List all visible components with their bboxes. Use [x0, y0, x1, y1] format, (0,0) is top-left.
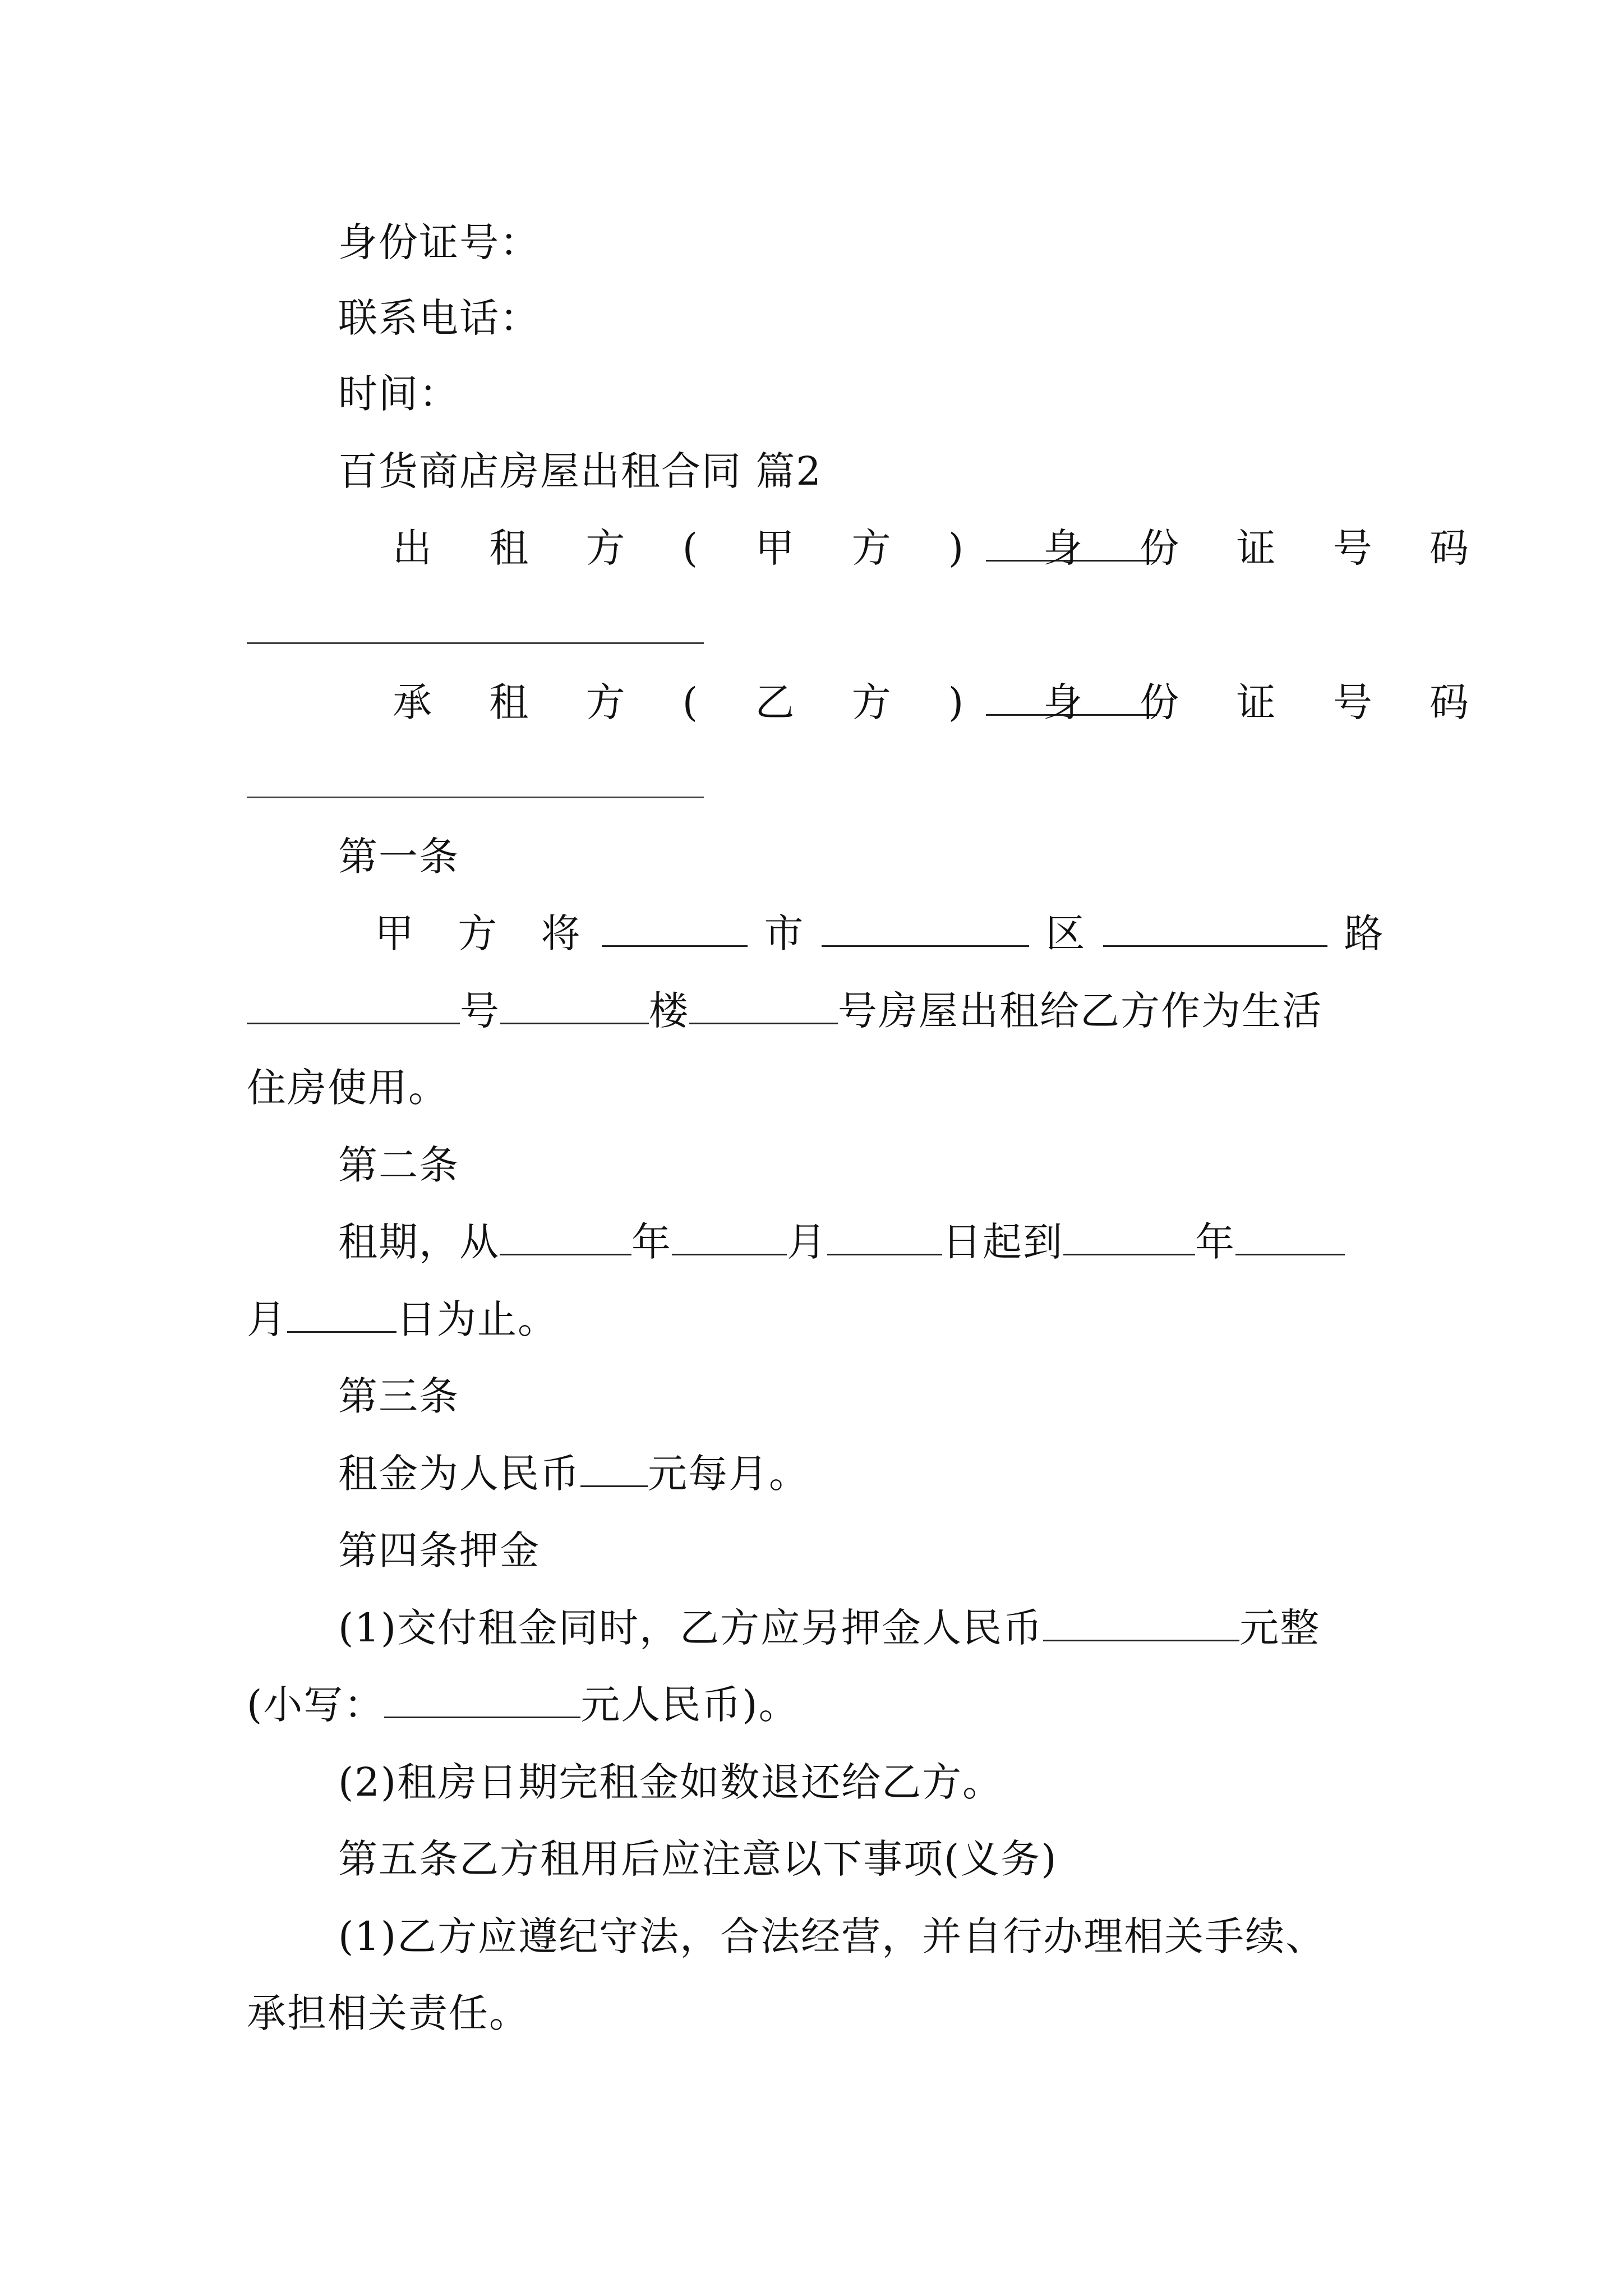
article-1-para-3: 住房使用。 [247, 1065, 449, 1111]
art2-text-until: 日起到 [942, 1219, 1063, 1265]
article-2-para-1 [338, 1218, 1345, 1266]
article-3-para-1 [338, 1450, 809, 1497]
article-5-title: 第五条乙方租用后应注意以下事项(义务) [338, 1836, 1058, 1882]
article-1-para-1 [375, 910, 1385, 957]
art2-text-year-2: 年 [1195, 1219, 1235, 1265]
article-4-para-2 [247, 1681, 799, 1728]
art3-text-monthly: 元每月。 [648, 1451, 809, 1497]
art1-text-number: 号 [460, 988, 500, 1034]
art1-text-district: 区 [1045, 910, 1086, 956]
art4-text-lowercase: (小写： [247, 1682, 385, 1728]
art2-text-from: 租期，从 [338, 1219, 500, 1265]
end-year-blank [1063, 1219, 1195, 1255]
end-month-blank [1235, 1219, 1345, 1255]
deposit-lower-blank [384, 1682, 580, 1718]
lessee-id-label: 身 份 证 号 码 [1043, 679, 1492, 725]
district-blank [822, 910, 1029, 947]
lessee-label: 承 租 方 ( 乙 方 ) [393, 679, 986, 725]
art4-text-rmb: 元人民币)。 [580, 1682, 799, 1728]
room-blank [689, 988, 838, 1024]
article-4-para-1 [338, 1604, 1320, 1651]
id-number-label: 身份证号： [338, 219, 540, 265]
art1-text-road: 路 [1344, 910, 1385, 956]
lessor-id-blank [247, 642, 704, 644]
lessee-line [393, 679, 1157, 726]
lessor-line [393, 524, 1157, 572]
art1-text-rest: 号房屋出租给乙方作为生活 [838, 988, 1322, 1034]
building-blank [500, 988, 649, 1024]
city-blank [602, 910, 748, 947]
art2-text-year: 年 [631, 1219, 672, 1265]
art1-text-city: 市 [764, 910, 805, 956]
article-5-para-1: (1)乙方应遵纪守法，合法经营，并自行办理相关手续、 [338, 1913, 1326, 1959]
start-year-blank [500, 1219, 631, 1255]
start-month-blank [672, 1219, 787, 1255]
art2-text-month: 月 [787, 1219, 827, 1265]
lessor-id-label: 身 份 证 号 码 [1043, 525, 1492, 571]
article-4-para-3: (2)租房日期完租金如数退还给乙方。 [338, 1759, 1003, 1805]
road-blank [1103, 910, 1327, 947]
lessor-label: 出 租 方 ( 甲 方 ) [393, 525, 986, 571]
number-blank [247, 988, 460, 1024]
article-1-title: 第一条 [338, 834, 459, 880]
lessee-id-blank [247, 797, 704, 798]
article-2-title: 第二条 [338, 1142, 459, 1188]
start-day-blank [827, 1219, 942, 1255]
article-3-title: 第三条 [338, 1373, 459, 1419]
art1-text-a: 甲 方 将 [375, 910, 596, 956]
phone-label: 联系电话： [338, 295, 540, 341]
art2-text-month-2: 月 [247, 1296, 287, 1342]
art4-text-yuan: 元整 [1239, 1605, 1321, 1651]
art1-text-building: 楼 [649, 988, 689, 1034]
art2-text-end: 日为止。 [396, 1296, 558, 1342]
article-4-title: 第四条押金 [338, 1527, 540, 1573]
time-label: 时间： [338, 371, 459, 417]
end-day-blank [287, 1296, 396, 1333]
art4-text-deposit: (1)交付租金同时，乙方应另押金人民币 [338, 1605, 1044, 1651]
article-2-para-2 [247, 1296, 558, 1343]
deposit-blank [1043, 1605, 1239, 1641]
article-5-para-2: 承担相关责任。 [247, 1990, 529, 2036]
section-title: 百货商店房屋出租合同 篇2 [338, 448, 822, 494]
rent-blank [580, 1451, 648, 1487]
art3-text-rent: 租金为人民币 [338, 1451, 580, 1497]
article-1-para-2 [247, 987, 1322, 1034]
